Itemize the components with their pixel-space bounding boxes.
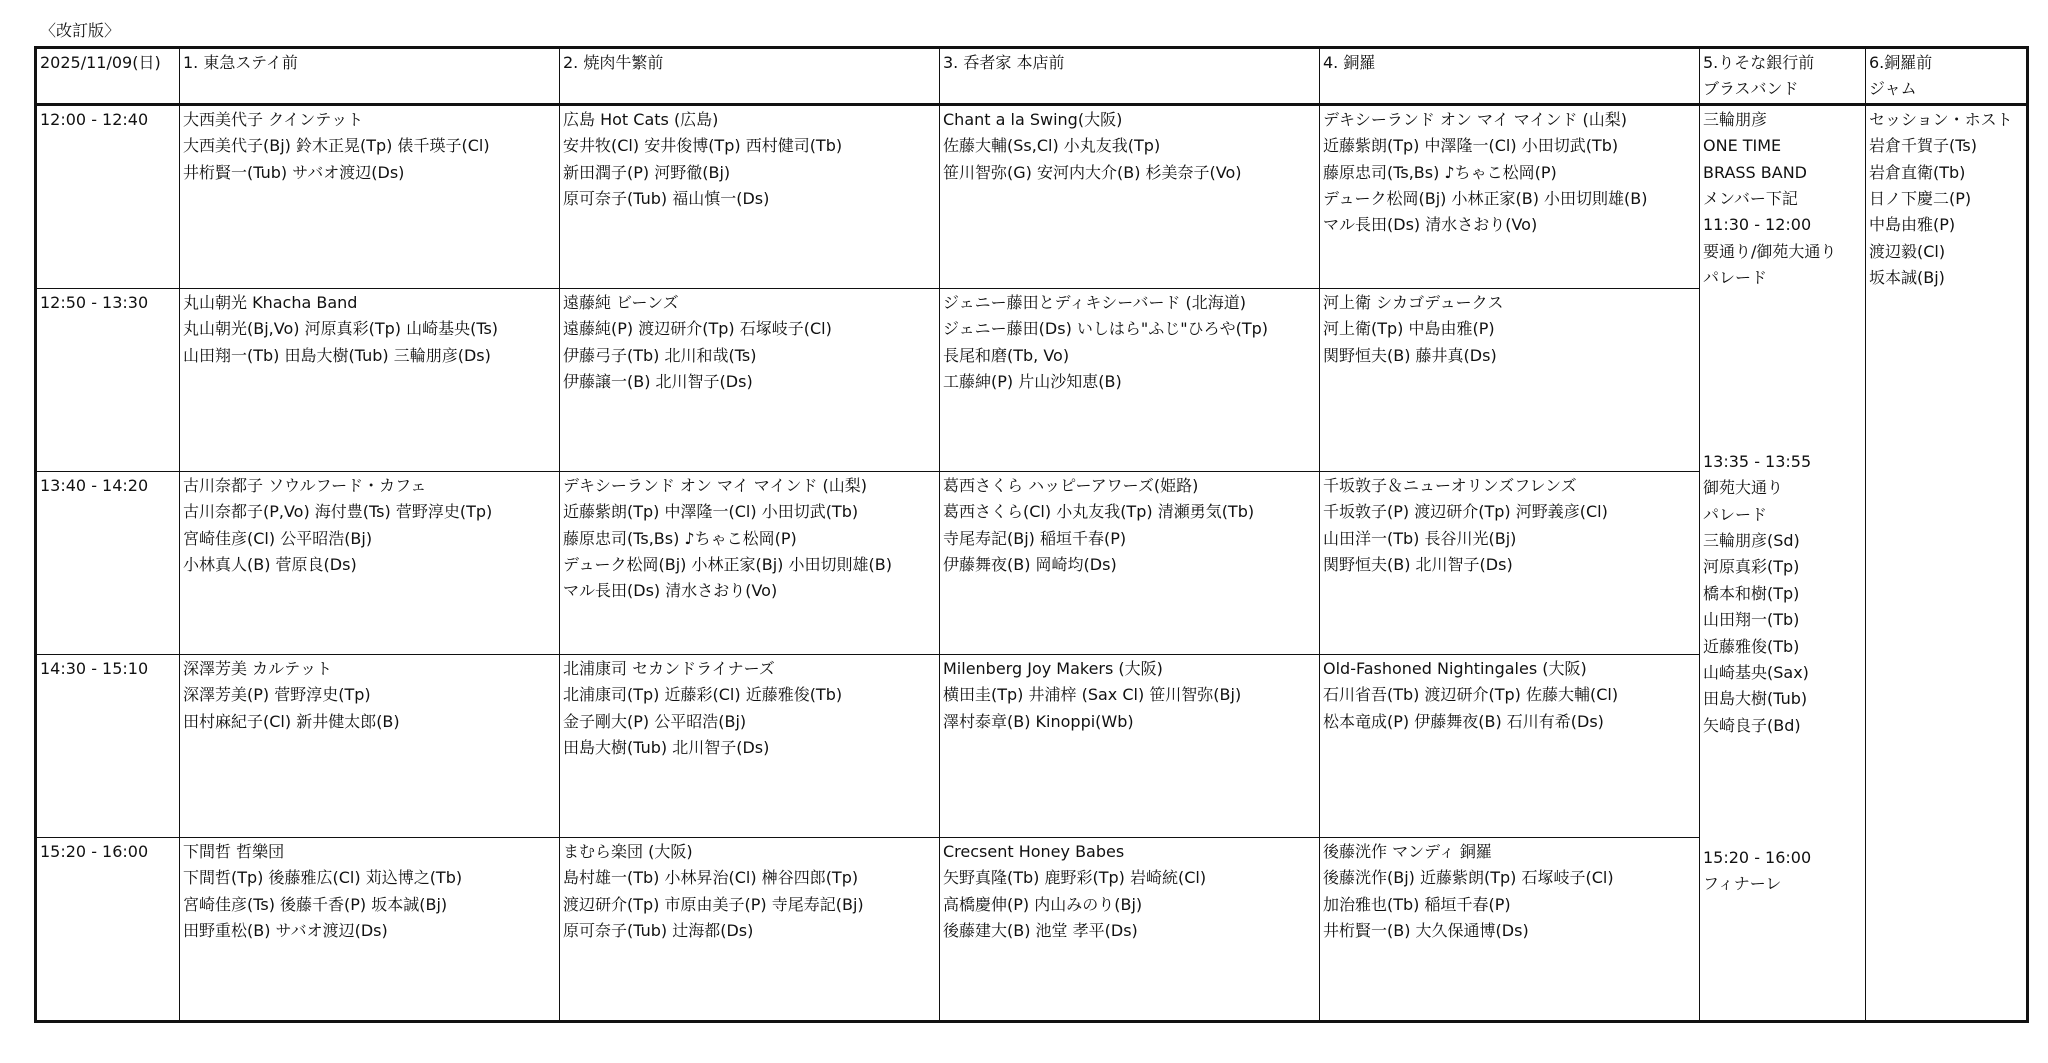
venue-label: 5.りそな銀行前: [1703, 53, 1815, 72]
member-line: 工藤紳(P) 片山沙知恵(B): [943, 372, 1122, 392]
band-cell: [560, 288, 940, 471]
header-row: [36, 48, 2028, 105]
band-cell: [940, 288, 1320, 471]
brass-band-line: パレード: [1703, 268, 1768, 288]
member-line: 井桁賢一(Tub) サバオ渡辺(Ds): [183, 162, 405, 182]
band-cell: [560, 837, 940, 1021]
member-line: 深澤芳美(P) 菅野淳史(Tp): [183, 685, 371, 705]
band-cell: [1320, 654, 1700, 837]
band-name: 古川奈都子 ソウルフード・カフェ: [183, 475, 427, 495]
band-name: 葛西さくら ハッピーアワーズ(姫路): [943, 475, 1199, 495]
time-cell: 12:00 - 12:40: [36, 104, 180, 288]
band-cell: [940, 654, 1320, 837]
member-line: 井桁賢一(B) 大久保通博(Ds): [1323, 921, 1529, 941]
venue-sublabel: ジャム: [1869, 79, 1917, 99]
date-header: 2025/11/09(日): [36, 48, 180, 105]
member-line: 近藤紫朗(Tp) 中澤隆一(Cl) 小田切武(Tb): [1323, 136, 1619, 156]
revision-note: 〈改訂版〉: [40, 21, 121, 40]
venue-header: [940, 48, 1320, 105]
brass-band-block-3: [1703, 845, 1811, 898]
band-name: 下間哲 哲樂団: [183, 841, 285, 861]
jam-line: 渡辺毅(Cl): [1869, 241, 1946, 261]
time-cell: 15:20 - 16:00: [36, 837, 180, 1021]
member-line: 伊藤弓子(Tb) 北川和哉(Ts): [563, 345, 757, 365]
member-line: 金子剛大(P) 公平昭浩(Bj): [563, 711, 747, 731]
band-name: デキシーランド オン マイ マインド (山梨): [1323, 109, 1628, 129]
band-cell: [560, 471, 940, 654]
member-line: 高橋慶伸(P) 内山みのり(Bj): [943, 894, 1143, 914]
member-line: 河上衛(Tp) 中島由雅(P): [1323, 319, 1495, 339]
member-line: デューク松岡(Bj) 小林正家(B) 小田切則雄(B): [1323, 189, 1648, 209]
brass-band-line: 15:20 - 16:00: [1703, 847, 1812, 867]
venue-label: 4. 銅羅: [1323, 53, 1376, 72]
band-cell: [560, 654, 940, 837]
venue-header: [560, 48, 940, 105]
member-line: 長尾和磨(Tb, Vo): [943, 345, 1070, 365]
member-line: ジェニー藤田(Ds) いしはら"ふじ"ひろや(Tp): [943, 319, 1269, 339]
band-name: 河上衛 シカゴデュークス: [1323, 292, 1504, 312]
venue-header: [1320, 48, 1700, 105]
band-name: 千坂敦子＆ニューオリンズフレンズ: [1323, 475, 1577, 495]
schedule-table: [34, 46, 2029, 1023]
venue-label: 6.銅羅前: [1869, 53, 1933, 72]
band-cell: [1320, 288, 1700, 471]
jam-line: 日ノ下慶二(P): [1869, 189, 1972, 209]
member-line: 藤原忠司(Ts,Bs) ♪ちゃこ松岡(P): [563, 528, 797, 548]
band-cell: [180, 288, 560, 471]
venue-sublabel: ブラスバンド: [1703, 79, 1799, 99]
brass-band-block-2: [1703, 449, 1811, 739]
brass-band-line: BRASS BAND: [1703, 162, 1807, 182]
brass-band-line: 三輪朋彦: [1703, 109, 1768, 129]
band-name: デキシーランド オン マイ マインド (山梨): [563, 475, 868, 495]
brass-band-line: 近藤雅俊(Tb): [1703, 636, 1800, 656]
band-name: 丸山朝光 Khacha Band: [183, 292, 358, 312]
band-name: まむら楽団 (大阪): [563, 841, 693, 861]
brass-band-line: 三輪朋彦(Sd): [1703, 531, 1800, 551]
brass-band-line: 要通り/御苑大通り: [1703, 241, 1837, 261]
member-line: 宮崎佳彦(Cl) 公平昭浩(Bj): [183, 528, 373, 548]
band-name: Chant a la Swing(大阪): [943, 109, 1123, 129]
member-line: 近藤紫朗(Tp) 中澤隆一(Cl) 小田切武(Tb): [563, 502, 859, 522]
member-line: 後藤建大(B) 池堂 孝平(Ds): [943, 921, 1138, 941]
time-slot-row: [36, 104, 2028, 288]
member-line: 山田洋一(Tb) 長谷川光(Bj): [1323, 528, 1517, 548]
jam-session-column: [1866, 104, 2028, 1021]
member-line: 後藤洸作(Bj) 近藤紫朗(Tp) 石塚岐子(Cl): [1323, 868, 1614, 888]
band-name: 深澤芳美 カルテット: [183, 658, 333, 678]
member-line: 安井牧(Cl) 安井俊博(Tp) 西村健司(Tb): [563, 136, 843, 156]
member-line: 伊藤舞夜(B) 岡崎均(Ds): [943, 555, 1117, 575]
brass-band-column: [1700, 104, 1866, 1021]
band-name: 遠藤純 ビーンズ: [563, 292, 679, 312]
member-line: 千坂敦子(P) 渡辺研介(Tp) 河野義彦(Cl): [1323, 502, 1608, 522]
brass-band-line: パレード: [1703, 504, 1768, 524]
band-cell: [1320, 837, 1700, 1021]
brass-band-line: 13:35 - 13:55: [1703, 451, 1812, 471]
brass-band-line: 11:30 - 12:00: [1703, 215, 1812, 235]
band-cell: [180, 654, 560, 837]
member-line: 松本竜成(P) 伊藤舞夜(B) 石川有希(Ds): [1323, 711, 1604, 731]
member-line: 小林真人(B) 菅原良(Ds): [183, 555, 357, 575]
brass-band-block-1: [1703, 107, 1836, 292]
band-name: Milenberg Joy Makers (大阪): [943, 658, 1163, 678]
member-line: 宮崎佳彦(Ts) 後藤千香(P) 坂本誠(Bj): [183, 894, 448, 914]
band-cell: [940, 837, 1320, 1021]
venue-header: [1700, 48, 1866, 105]
brass-band-line: 矢崎良子(Bd): [1703, 715, 1801, 735]
jam-line: 坂本誠(Bj): [1869, 268, 1945, 288]
band-cell: [940, 471, 1320, 654]
member-line: 佐藤大輔(Ss,Cl) 小丸友我(Tp): [943, 136, 1161, 156]
member-line: 渡辺研介(Tp) 市原由美子(P) 寺尾寿記(Bj): [563, 894, 864, 914]
jam-line: セッション・ホスト: [1869, 109, 2013, 129]
venue-label: 3. 呑者家 本店前: [943, 53, 1065, 72]
brass-band-line: 御苑大通り: [1703, 478, 1784, 498]
band-name: 大西美代子 クインテット: [183, 109, 364, 129]
member-line: 田村麻紀子(Cl) 新井健太郎(B): [183, 711, 400, 731]
band-name: Crecsent Honey Babes: [943, 841, 1125, 861]
member-line: 原可奈子(Tub) 福山慎一(Ds): [563, 189, 770, 209]
member-line: 関野恒夫(B) 藤井真(Ds): [1323, 345, 1497, 365]
member-line: マル長田(Ds) 清水さおり(Vo): [563, 581, 778, 601]
brass-band-line: 山田翔一(Tb): [1703, 610, 1800, 630]
member-line: 田野重松(B) サバオ渡辺(Ds): [183, 921, 388, 941]
band-cell: [180, 104, 560, 288]
member-line: デューク松岡(Bj) 小林正家(Bj) 小田切則雄(B): [563, 555, 892, 575]
venue-label: 1. 東急ステイ前: [183, 53, 298, 72]
brass-band-line: メンバー下記: [1703, 189, 1798, 209]
band-name: 北浦康司 セカンドライナーズ: [563, 658, 775, 678]
band-cell: [180, 837, 560, 1021]
member-line: 大西美代子(Bj) 鈴木正晃(Tp) 俵千瑛子(Cl): [183, 136, 490, 156]
member-line: 丸山朝光(Bj,Vo) 河原真彩(Tp) 山崎基央(Ts): [183, 319, 499, 339]
venue-header: [180, 48, 560, 105]
band-cell: [1320, 471, 1700, 654]
member-line: 伊藤譲一(B) 北川智子(Ds): [563, 372, 753, 392]
time-cell: 13:40 - 14:20: [36, 471, 180, 654]
member-line: 寺尾寿記(Bj) 稲垣千春(P): [943, 528, 1127, 548]
member-line: 加治雅也(Tb) 稲垣千春(P): [1323, 894, 1511, 914]
member-line: 遠藤純(P) 渡辺研介(Tp) 石塚岐子(Cl): [563, 319, 832, 339]
member-line: 笹川智弥(G) 安河内大介(B) 杉美奈子(Vo): [943, 162, 1242, 182]
band-name: 後藤洸作 マンディ 銅羅: [1323, 841, 1492, 861]
member-line: 北浦康司(Tp) 近藤彩(Cl) 近藤雅俊(Tb): [563, 685, 843, 705]
member-line: 原可奈子(Tub) 辻海都(Ds): [563, 921, 754, 941]
brass-band-line: 山崎基央(Sax): [1703, 663, 1809, 683]
band-cell: [560, 104, 940, 288]
jam-line: 岩倉直衛(Tb): [1869, 162, 1966, 182]
member-line: 藤原忠司(Ts,Bs) ♪ちゃこ松岡(P): [1323, 162, 1557, 182]
member-line: 石川省吾(Tb) 渡辺研介(Tp) 佐藤大輔(Cl): [1323, 685, 1619, 705]
time-cell: 14:30 - 15:10: [36, 654, 180, 837]
member-line: 古川奈都子(P,Vo) 海付豊(Ts) 菅野淳史(Tp): [183, 502, 493, 522]
venue-header: [1866, 48, 2028, 105]
member-line: 新田潤子(P) 河野徹(Bj): [563, 162, 731, 182]
time-cell: 12:50 - 13:30: [36, 288, 180, 471]
member-line: 矢野真隆(Tb) 鹿野彩(Tp) 岩崎統(Cl): [943, 868, 1207, 888]
band-cell: [180, 471, 560, 654]
brass-band-line: 田島大樹(Tub): [1703, 689, 1808, 709]
band-cell: [940, 104, 1320, 288]
venue-label: 2. 焼肉牛繁前: [563, 53, 664, 72]
member-line: 山田翔一(Tb) 田島大樹(Tub) 三輪朋彦(Ds): [183, 345, 491, 365]
brass-band-line: ONE TIME: [1703, 136, 1782, 156]
band-name: 広島 Hot Cats (広島): [563, 109, 719, 129]
member-line: 田島大樹(Tub) 北川智子(Ds): [563, 738, 770, 758]
brass-band-line: 橋本和樹(Tp): [1703, 583, 1800, 603]
member-line: マル長田(Ds) 清水さおり(Vo): [1323, 215, 1538, 235]
member-line: 横田圭(Tp) 井浦梓 (Sax Cl) 笹川智弥(Bj): [943, 685, 1242, 705]
member-line: 葛西さくら(Cl) 小丸友我(Tp) 清瀬勇気(Tb): [943, 502, 1255, 522]
brass-band-line: 河原真彩(Tp): [1703, 557, 1800, 577]
member-line: 島村雄一(Tb) 小林昇治(Cl) 榊谷四郎(Tp): [563, 868, 859, 888]
member-line: 関野恒夫(B) 北川智子(Ds): [1323, 555, 1513, 575]
member-line: 澤村泰章(B) Kinoppi(Wb): [943, 711, 1134, 731]
band-cell: [1320, 104, 1700, 288]
jam-line: 岩倉千賀子(Ts): [1869, 136, 1977, 156]
band-name: Old-Fashoned Nightingales (大阪): [1323, 658, 1587, 678]
brass-band-line: フィナーレ: [1703, 874, 1782, 894]
band-name: ジェニー藤田とディキシーバード (北海道): [943, 292, 1247, 312]
member-line: 下間哲(Tp) 後藤雅広(Cl) 苅込博之(Tb): [183, 868, 463, 888]
jam-line: 中島由雅(P): [1869, 215, 1956, 235]
